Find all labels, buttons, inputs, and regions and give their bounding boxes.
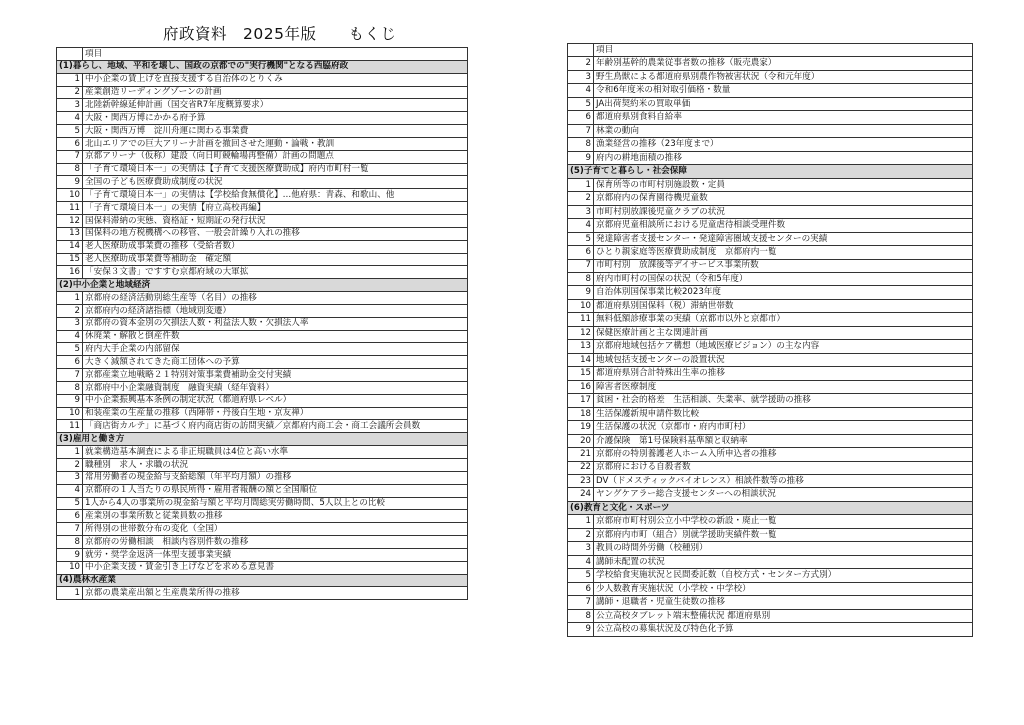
item-title: 市町村別 放課後等デイサービス事業所数	[594, 259, 973, 272]
item-title: 学校給食実施状況と民間委託数（自校方式・センター方式別）	[594, 569, 973, 582]
table-header-row	[568, 44, 973, 57]
item-number: 3	[57, 471, 83, 484]
toc-item-row	[57, 266, 468, 279]
toc-item-row	[57, 548, 468, 561]
item-number: 2	[568, 57, 594, 70]
item-number: 6	[57, 510, 83, 523]
toc-item-row	[568, 555, 973, 568]
item-title: 産業創造リーディングゾーンの計画	[83, 86, 468, 99]
item-number: 24	[568, 488, 594, 501]
item-number: 6	[568, 111, 594, 124]
item-number: 8	[568, 272, 594, 285]
item-number: 3	[57, 317, 83, 330]
item-number: 9	[57, 548, 83, 561]
header-label: 項目	[594, 44, 973, 57]
item-title: 京都府の経済活動別総生産等（名目）の推移	[83, 292, 468, 305]
item-number: 10	[568, 299, 594, 312]
item-title: 京都アリーナ（仮称）建設（向日町競輪場再整備）計画の問題点	[83, 150, 468, 163]
item-title: 京都産業立地戦略２１特別対策事業費補助金交付実績	[83, 369, 468, 382]
item-title: 障害者医療制度	[594, 380, 973, 393]
item-title: 公立高校タブレット端末整備状況 都道府県別	[594, 609, 973, 622]
toc-item-row	[57, 343, 468, 356]
item-number: 10	[57, 561, 83, 574]
item-title: 漁業経営の推移（23年度まで）	[594, 138, 973, 151]
item-title: 「子育て環境日本一」の実情は【子育て支援医療費助成】府内市町村一覧	[83, 163, 468, 176]
toc-item-row	[57, 202, 468, 215]
item-number: 3	[568, 205, 594, 218]
header-number-cell	[568, 44, 594, 57]
item-number: 7	[57, 523, 83, 536]
item-number: 1	[57, 446, 83, 459]
item-title: 生活保護の状況（京都市・府内市町村）	[594, 421, 973, 434]
item-title: 講師未配置の状況	[594, 555, 973, 568]
item-title: 京都府内の保育園待機児童数	[594, 192, 973, 205]
toc-item-row	[57, 150, 468, 163]
toc-item-row	[568, 84, 973, 97]
item-title: 全国の子ども医療費助成制度の状況	[83, 176, 468, 189]
section-heading-row	[57, 279, 468, 292]
item-title: 野生鳥獣による都道府県別農作物被害状況（令和元年度）	[594, 70, 973, 83]
item-number: 12	[57, 214, 83, 227]
item-number: 23	[568, 475, 594, 488]
item-title: 京都府中小企業融資制度 融資実績（経年資料）	[83, 381, 468, 394]
table-header-row	[57, 48, 468, 61]
item-title: 京都府の１人当たりの県民所得・雇用者報酬の額と全国順位	[83, 484, 468, 497]
item-title: 就労・奨学金返済一体型支援事業実績	[83, 548, 468, 561]
item-title: 少人数教育実施状況（小学校・中学校）	[594, 582, 973, 595]
toc-item-row	[568, 259, 973, 272]
toc-item-row	[57, 253, 468, 266]
item-title: 「安保３文書」ですすむ京都府域の大軍拡	[83, 266, 468, 279]
item-number: 4	[57, 330, 83, 343]
toc-item-row	[568, 623, 973, 636]
header-number-cell	[57, 48, 83, 61]
item-number: 3	[568, 70, 594, 83]
item-title: 林業の動向	[594, 124, 973, 137]
item-number: 5	[57, 125, 83, 138]
item-title: 講師・退職者・児童生徒数の推移	[594, 596, 973, 609]
item-number: 1	[568, 515, 594, 528]
item-title: 産業別の事業所数と従業員数の推移	[83, 510, 468, 523]
section-heading-row	[57, 574, 468, 587]
item-number: 7	[568, 596, 594, 609]
item-number: 5	[57, 497, 83, 510]
item-number: 3	[568, 542, 594, 555]
toc-item-row	[57, 536, 468, 549]
toc-item-row	[57, 99, 468, 112]
item-number: 5	[568, 232, 594, 245]
item-number: 9	[568, 623, 594, 636]
item-title: 北陸新幹線延伸計画（国交省R7年度概算要求）	[83, 99, 468, 112]
item-title: 老人医療助成事業費等補助金 確定額	[83, 253, 468, 266]
toc-item-row	[57, 163, 468, 176]
item-number: 2	[568, 192, 594, 205]
item-number: 11	[57, 202, 83, 215]
item-number: 9	[57, 394, 83, 407]
item-number: 11	[568, 313, 594, 326]
item-number: 2	[57, 304, 83, 317]
toc-item-row	[57, 420, 468, 433]
toc-item-row	[57, 484, 468, 497]
item-number: 4	[568, 219, 594, 232]
toc-item-row	[568, 434, 973, 447]
item-number: 4	[568, 555, 594, 568]
toc-item-row	[57, 214, 468, 227]
toc-item-row	[568, 488, 973, 501]
item-number: 4	[57, 112, 83, 125]
item-number: 9	[57, 176, 83, 189]
item-number: 10	[57, 407, 83, 420]
item-number: 3	[57, 99, 83, 112]
item-title: 大きく減額されてきた商工団体への予算	[83, 356, 468, 369]
item-number: 17	[568, 394, 594, 407]
item-title: 保健医療計画と主な関連計画	[594, 326, 973, 339]
item-title: 自治体別国保事業比較2023年度	[594, 286, 973, 299]
toc-item-row	[568, 367, 973, 380]
toc-item-row	[568, 313, 973, 326]
section-heading-row	[57, 60, 468, 73]
toc-table-right	[567, 43, 973, 637]
toc-item-row	[568, 219, 973, 232]
item-number: 16	[57, 266, 83, 279]
item-title: 中小企業振興基本条例の制定状況（都道府県レベル）	[83, 394, 468, 407]
item-title: 都道府県別食料自給率	[594, 111, 973, 124]
toc-item-row	[568, 57, 973, 70]
item-number: 7	[568, 124, 594, 137]
item-number: 13	[568, 340, 594, 353]
item-number: 15	[568, 367, 594, 380]
item-number: 9	[568, 286, 594, 299]
item-number: 16	[568, 380, 594, 393]
page-title: 府政資料 2025年版 もくじ	[163, 25, 397, 43]
item-title: 中小企業支援・賃金引き上げなどを求める意見書	[83, 561, 468, 574]
item-title: ヤングケアラー総合支援センターへの相談状況	[594, 488, 973, 501]
item-number: 19	[568, 421, 594, 434]
item-number: 8	[57, 163, 83, 176]
item-number: 4	[57, 484, 83, 497]
toc-item-row	[568, 569, 973, 582]
toc-item-row	[57, 561, 468, 574]
toc-item-row	[57, 292, 468, 305]
item-title: 京都府における自殺者数	[594, 461, 973, 474]
item-title: 都道府県別合計特殊出生率の推移	[594, 367, 973, 380]
item-title: 国保料の地方税機構への移管、一般会計繰り入れの推移	[83, 227, 468, 240]
toc-item-row	[57, 446, 468, 459]
item-title: 生活保護新規申請件数比較	[594, 407, 973, 420]
item-title: 北山エリアでの巨大アリーナ計画を撤回させた運動・論戦・教訓	[83, 137, 468, 150]
item-title: 府内の耕地面積の推移	[594, 151, 973, 164]
toc-item-row	[568, 448, 973, 461]
toc-item-row	[57, 471, 468, 484]
item-title: 「子育て環境日本一」の実情【府立高校再編】	[83, 202, 468, 215]
item-title: 常用労働者の現金給与支給総額（年平均月額）の推移	[83, 471, 468, 484]
item-title: 令和6年度米の相対取引価格・数量	[594, 84, 973, 97]
toc-item-row	[568, 205, 973, 218]
toc-item-row	[57, 125, 468, 138]
section-heading: (2)中小企業と地域経済	[57, 279, 468, 292]
toc-item-row	[568, 528, 973, 541]
item-number: 15	[57, 253, 83, 266]
toc-item-row	[57, 523, 468, 536]
item-title: 京都府地域包括ケア構想（地域医療ビジョン）の主な内容	[594, 340, 973, 353]
toc-item-row	[568, 596, 973, 609]
item-number: 14	[57, 240, 83, 253]
item-number: 5	[57, 343, 83, 356]
toc-item-row	[568, 299, 973, 312]
toc-item-row	[568, 124, 973, 137]
toc-item-row	[57, 587, 468, 600]
toc-item-row	[568, 192, 973, 205]
toc-item-row	[57, 304, 468, 317]
item-number: 9	[568, 151, 594, 164]
item-title: 京都府内の経済諸指標（地域別変遷）	[83, 304, 468, 317]
item-title: 休廃業・解散と倒産件数	[83, 330, 468, 343]
item-number: 2	[57, 86, 83, 99]
toc-item-row	[57, 227, 468, 240]
toc-table-left	[56, 47, 468, 600]
item-number: 1	[57, 73, 83, 86]
item-number: 6	[57, 137, 83, 150]
item-number: 8	[568, 138, 594, 151]
item-title: 大阪・関西万博 淀川舟運に関わる事業費	[83, 125, 468, 138]
item-title: 京都府の資本金別の欠損法人数・利益法人数・欠損法人率	[83, 317, 468, 330]
item-number: 6	[568, 246, 594, 259]
item-title: DV（ドメスティックバイオレンス）相談件数等の推移	[594, 475, 973, 488]
item-number: 21	[568, 448, 594, 461]
toc-item-row	[568, 246, 973, 259]
toc-item-row	[568, 326, 973, 339]
toc-item-row	[57, 73, 468, 86]
toc-item-row	[57, 356, 468, 369]
item-title: 教員の時間外労働（校種別）	[594, 542, 973, 555]
toc-item-row	[568, 475, 973, 488]
toc-item-row	[568, 380, 973, 393]
item-number: 2	[57, 459, 83, 472]
toc-item-row	[568, 286, 973, 299]
toc-item-row	[568, 421, 973, 434]
item-number: 12	[568, 326, 594, 339]
toc-item-row	[568, 609, 973, 622]
section-heading: (3)雇用と働き方	[57, 433, 468, 446]
item-title: 貧困・社会的格差 生活相談、失業率、就学援助の推移	[594, 394, 973, 407]
toc-item-row	[568, 353, 973, 366]
toc-item-row	[568, 394, 973, 407]
item-number: 10	[57, 189, 83, 202]
toc-item-row	[568, 70, 973, 83]
section-heading: (5)子育てと暮らし・社会保障	[568, 165, 973, 178]
section-heading: (4)農林水産業	[57, 574, 468, 587]
item-number: 1	[57, 292, 83, 305]
item-number: 2	[568, 528, 594, 541]
item-title: 公立高校の募集状況及び特色化予算	[594, 623, 973, 636]
item-title: 大阪・関西万博にかかる府予算	[83, 112, 468, 125]
item-title: 就業構造基本調査による非正規職員は4位と高い水準	[83, 446, 468, 459]
toc-item-row	[57, 240, 468, 253]
item-number: 1	[568, 178, 594, 191]
toc-item-row	[57, 176, 468, 189]
header-label: 項目	[83, 48, 468, 61]
item-title: 「子育て環境日本一」の実情は【学校給食無償化】…他府県：青森、和歌山、他	[83, 189, 468, 202]
toc-item-row	[57, 394, 468, 407]
item-title: 中小企業の賃上げを直接支援する自治体のとりくみ	[83, 73, 468, 86]
item-title: 1人から4人の事業所の現金給与額と平均月間総実労働時間、5人以上との比較	[83, 497, 468, 510]
item-number: 7	[568, 259, 594, 272]
toc-item-row	[568, 340, 973, 353]
toc-item-row	[568, 111, 973, 124]
toc-item-row	[57, 407, 468, 420]
item-title: 保育所等の市町村別施設数・定員	[594, 178, 973, 191]
section-heading-row	[568, 501, 973, 514]
item-number: 6	[568, 582, 594, 595]
item-number: 8	[568, 609, 594, 622]
item-title: 年齢別基幹的農業従事者数の推移（販売農家）	[594, 57, 973, 70]
item-title: 無料低額診療事業の実績（京都市以外と京都市）	[594, 313, 973, 326]
item-number: 8	[57, 536, 83, 549]
toc-item-row	[57, 330, 468, 343]
toc-item-row	[568, 407, 973, 420]
item-number: 14	[568, 353, 594, 366]
item-title: 都道府県別国保料（税）滞納世帯数	[594, 299, 973, 312]
item-title: 京都府の特別養護老人ホーム入所申込者の推移	[594, 448, 973, 461]
toc-item-row	[57, 112, 468, 125]
item-number: 4	[568, 84, 594, 97]
section-heading-row	[57, 433, 468, 446]
item-title: 所得別の世帯数分布の変化（全国）	[83, 523, 468, 536]
item-title: 老人医療助成事業費の推移（受給者数）	[83, 240, 468, 253]
toc-item-row	[568, 582, 973, 595]
toc-item-row	[57, 369, 468, 382]
item-number: 7	[57, 369, 83, 382]
item-title: 京都府の労働相談 相談内容別件数の推移	[83, 536, 468, 549]
item-number: 8	[57, 381, 83, 394]
item-number: 6	[57, 356, 83, 369]
section-heading-row	[568, 165, 973, 178]
toc-item-row	[568, 515, 973, 528]
item-title: 京都府児童相談所における児童虐待相談受理件数	[594, 219, 973, 232]
item-number: 22	[568, 461, 594, 474]
item-title: 京都の農業産出額と生産農業所得の推移	[83, 587, 468, 600]
item-number: 18	[568, 407, 594, 420]
item-title: 京都府市町村別公立小中学校の新設・廃止一覧	[594, 515, 973, 528]
toc-item-row	[568, 272, 973, 285]
item-title: 「商店街カルテ」に基づく府内商店街の訪問実績／京都府内商工会・商工会議所会員数	[83, 420, 468, 433]
item-title: 和装産業の生産量の推移（西陣帯・丹後白生地・京友禅）	[83, 407, 468, 420]
item-title: 発達障害者支援センター・発達障害圏域支援センターの実績	[594, 232, 973, 245]
toc-item-row	[57, 459, 468, 472]
toc-item-row	[568, 178, 973, 191]
item-title: JA出荷契約米の買取単価	[594, 97, 973, 110]
toc-item-row	[568, 461, 973, 474]
item-number: 20	[568, 434, 594, 447]
item-number: 5	[568, 569, 594, 582]
toc-item-row	[568, 542, 973, 555]
item-title: ひとり親家庭等医療費助成制度 京都府内一覧	[594, 246, 973, 259]
toc-item-row	[57, 317, 468, 330]
item-title: 介護保険 第1号保険料基準額と収納率	[594, 434, 973, 447]
toc-item-row	[57, 137, 468, 150]
toc-item-row	[57, 189, 468, 202]
item-title: 府内大手企業の内部留保	[83, 343, 468, 356]
toc-item-row	[568, 97, 973, 110]
toc-item-row	[568, 138, 973, 151]
toc-item-row	[57, 86, 468, 99]
item-title: 国保料滞納の実態、資格証・短期証の発行状況	[83, 214, 468, 227]
item-title: 市町村別放課後児童クラブの状況	[594, 205, 973, 218]
toc-item-row	[57, 497, 468, 510]
toc-item-row	[57, 510, 468, 523]
item-number: 5	[568, 97, 594, 110]
item-number: 1	[57, 587, 83, 600]
toc-item-row	[568, 151, 973, 164]
toc-item-row	[57, 381, 468, 394]
item-title: 京都府内市町（組合）別就学援助実績件数一覧	[594, 528, 973, 541]
item-title: 府内市町村の国保の状況（令和5年度）	[594, 272, 973, 285]
item-title: 職種別 求人・求職の状況	[83, 459, 468, 472]
item-number: 13	[57, 227, 83, 240]
section-heading: (6)教育と文化・スポーツ	[568, 501, 973, 514]
item-number: 7	[57, 150, 83, 163]
item-title: 地域包括支援センターの設置状況	[594, 353, 973, 366]
item-number: 11	[57, 420, 83, 433]
section-heading: (1)暮らし、地域、平和を壊し、国政の京都での"実行機関"となる西脇府政	[57, 60, 468, 73]
toc-item-row	[568, 232, 973, 245]
